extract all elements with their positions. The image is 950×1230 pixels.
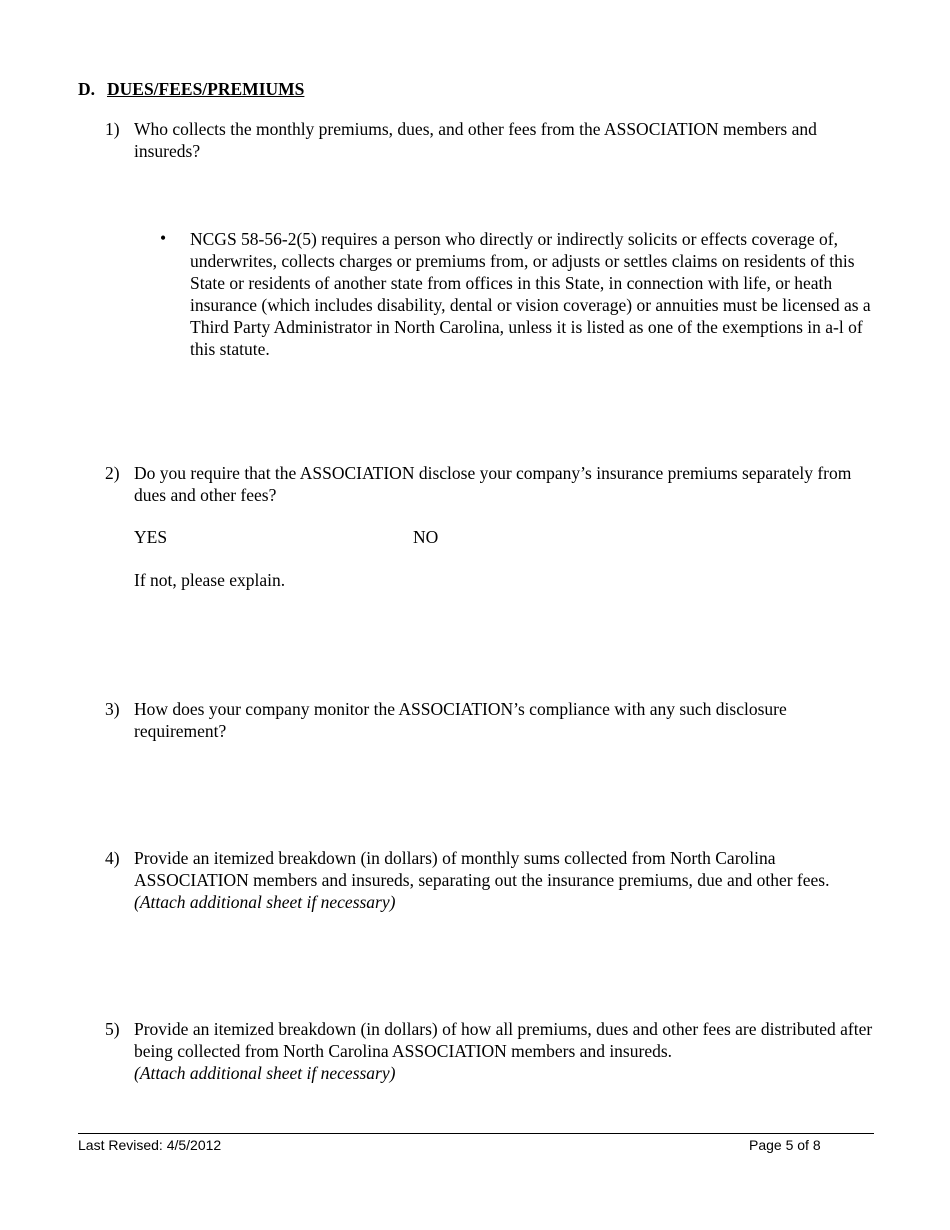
question-5-text (134, 1018, 879, 1084)
footer-divider (78, 1133, 874, 1134)
question-2-text: Do you require that the ASSOCIATION disclose your company’s insurance premiums separately from dues and other fees? (134, 463, 852, 505)
question-3-number: 3) (105, 699, 120, 719)
question-2-number: 2) (105, 463, 120, 483)
question-1-number: 1) (105, 119, 120, 139)
question-5-number: 5) (105, 1019, 120, 1039)
question-4-number: 4) (105, 848, 120, 868)
question-5-note: (Attach additional sheet if necessary) (134, 1063, 396, 1083)
question-4-body: Provide an itemized breakdown (in dollars) of monthly sums collected from North Carolina ASSOCIATION members and insureds, separating out the insurance premiums, due and other fees. (134, 848, 830, 890)
question-1-text: Who collects the monthly premiums, dues, and other fees from the ASSOCIATION members and insureds? (134, 119, 817, 161)
question-3-text: How does your company monitor the ASSOCIATION’s compliance with any such disclosure requirement? (134, 699, 787, 741)
section-letter: D. (78, 79, 96, 99)
yes-option[interactable]: YES (134, 527, 168, 547)
statute-note: NCGS 58-56-2(5) requires a person who directly or indirectly solicits or effects coverage of, underwrites, collects charges or premiums from, or adjusts or settles claims on residents of this State or residents of another state from offices in this State, in connection with life, or heath insurance (which includes disability, dental or vision coverage) or annuities must be licensed as a Third Party Administrator in North Carolina, unless it is listed as one of the exemptions in a-l of this statute. (190, 229, 871, 359)
bullet-icon: • (160, 228, 167, 248)
last-revised: Last Revised: 4/5/2012 (78, 1137, 222, 1153)
question-5-body: Provide an itemized breakdown (in dollars) of how all premiums, dues and other fees are distributed after being collected from North Carolina ASSOCIATION members and insureds. (134, 1019, 873, 1061)
section-title: DUES/FEES/PREMIUMS (107, 79, 305, 99)
explain-prompt: If not, please explain. (134, 570, 286, 590)
question-4-note: (Attach additional sheet if necessary) (134, 892, 396, 912)
page-number: Page 5 of 8 (749, 1137, 821, 1153)
no-option[interactable]: NO (413, 527, 439, 547)
question-4-text (134, 847, 879, 913)
